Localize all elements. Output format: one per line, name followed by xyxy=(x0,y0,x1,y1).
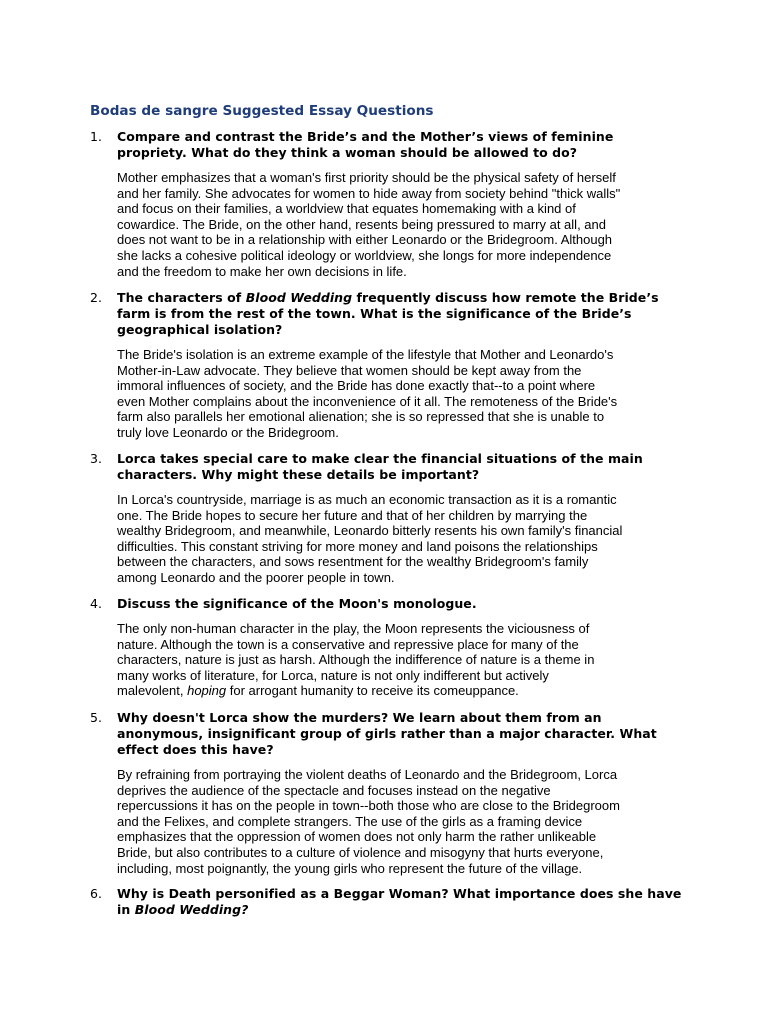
italic-text: hoping xyxy=(187,683,227,699)
text-run: among Leonardo and the poorer people in town. xyxy=(117,569,395,585)
text-run: The Bride's isolation is an extreme example of the lifestyle that Mother and Leonardo's xyxy=(117,347,614,362)
text-line xyxy=(117,248,687,264)
answer-text xyxy=(117,347,687,441)
text-run: nature. Although the town is a conservative and repressive place for many of the xyxy=(117,636,579,652)
text-line xyxy=(117,523,687,539)
question-number: 3. xyxy=(90,451,102,466)
text-line xyxy=(117,829,687,845)
text-line xyxy=(117,683,687,699)
text-run: Why is Death personified as a Beggar Woman? What importance does she have xyxy=(117,886,682,901)
text-run: in xyxy=(117,902,135,917)
text-run: Why doesn't Lorca show the murders? We learn about them from an xyxy=(117,710,602,725)
italic-text: Blood Wedding? xyxy=(134,902,249,917)
text-run: propriety. What do they think a woman should be allowed to do? xyxy=(117,145,578,160)
text-run: effect does this have? xyxy=(117,742,274,757)
answer-text xyxy=(117,170,687,279)
text-line xyxy=(117,290,687,306)
text-run: frequently discuss how remote the Bride’s xyxy=(352,290,659,305)
answer-text xyxy=(117,767,687,876)
text-run: emphasizes that the oppression of women does not only harm the rather unlikeable xyxy=(117,829,597,845)
question-text xyxy=(117,886,687,918)
text-run: she lacks a cohesive political ideology or worldview, she longs for more independence xyxy=(117,247,612,263)
question-number: 2. xyxy=(90,290,102,305)
text-line xyxy=(117,798,687,814)
text-line xyxy=(117,652,687,668)
text-run: immoral influences of society, and the Bride has done exactly that--to a point where xyxy=(117,378,596,394)
question-number: 6. xyxy=(90,886,102,901)
text-line xyxy=(117,347,687,363)
text-line xyxy=(117,637,687,653)
text-line xyxy=(117,861,687,877)
text-line xyxy=(117,451,687,467)
text-line xyxy=(117,129,687,145)
question-text xyxy=(117,451,687,483)
text-run: difficulties. This constant striving for more money and land poisons the relationships xyxy=(117,538,598,554)
text-line xyxy=(117,322,687,338)
text-line xyxy=(117,710,687,726)
text-run: for arrogant humanity to receive its comeuppance. xyxy=(226,683,519,699)
text-run: even Mother complains about the inconvenience of it all. The remoteness of the Bride's xyxy=(117,393,618,409)
italic-text: Blood Wedding xyxy=(245,290,353,305)
text-line xyxy=(117,232,687,248)
text-run: does not want to be in a relationship with either Leonardo or the Bridegroom. Although xyxy=(117,232,613,248)
text-line xyxy=(117,264,687,280)
question-text xyxy=(117,290,687,338)
text-run: one. The Bride hopes to secure her future and that of her children by marrying the xyxy=(117,507,588,523)
text-line xyxy=(117,363,687,379)
text-run: and the Felixes, and complete strangers. The use of the girls as a framing device xyxy=(117,813,583,829)
text-run: and the freedom to make her own decisions in life. xyxy=(117,263,407,279)
text-run: cowardice. The Bride, on the other hand, resents being pressured to marry at all, and xyxy=(117,216,606,232)
question-text xyxy=(117,596,687,612)
text-line xyxy=(117,814,687,830)
text-run: Bride, but also contributes to a culture of violence and misogyny that hurts everyone, xyxy=(117,844,604,860)
text-run: repercussions it has on the people in town--both those who are close to the Bridegroom xyxy=(117,798,620,814)
text-run: between the characters, and sows resentment for the wealthy Bridegroom's family xyxy=(117,554,589,570)
text-line xyxy=(117,378,687,394)
text-run: Discuss the significance of the Moon's monologue. xyxy=(117,596,477,611)
document-title: Bodas de sangre Suggested Essay Questions xyxy=(90,103,434,119)
text-line xyxy=(117,201,687,217)
question-text xyxy=(117,129,687,161)
text-run: Mother emphasizes that a woman's first priority should be the physical safety of herself xyxy=(117,170,616,185)
text-line xyxy=(117,767,687,783)
text-run: In Lorca's countryside, marriage is as much an economic transaction as it is a romantic xyxy=(117,492,617,507)
text-line xyxy=(117,306,687,322)
text-run: farm also parallels her emotional alienation; she is so repressed that she is unable to xyxy=(117,409,605,425)
text-run: many works of literature, for Lorca, nature is not only indifferent but actively xyxy=(117,667,549,683)
text-line xyxy=(117,902,687,918)
text-run: Mother-in-Law advocate. They believe that women should be kept away from the xyxy=(117,362,582,378)
text-line xyxy=(117,845,687,861)
text-run: and her family. She advocates for women to hide away from society behind "thick walls" xyxy=(117,185,621,201)
text-run: deprives the audience of the spectacle and focuses instead on the negative xyxy=(117,782,551,798)
text-line xyxy=(117,186,687,202)
text-run: and focus on their families, a worldview that equates homemaking with a kind of xyxy=(117,201,576,217)
question-number: 5. xyxy=(90,710,102,725)
text-run: Lorca takes special care to make clear the financial situations of the main xyxy=(117,451,643,466)
text-line xyxy=(117,425,687,441)
text-run: truly love Leonardo or the Bridegroom. xyxy=(117,424,339,440)
text-run: The only non-human character in the play, the Moon represents the viciousness of xyxy=(117,621,590,636)
text-run: including, most poignantly, the young girls who represent the future of the village. xyxy=(117,860,583,876)
text-run: By refraining from portraying the violent deaths of Leonardo and the Bridegroom, Lorca xyxy=(117,767,618,782)
text-line xyxy=(117,145,687,161)
text-line xyxy=(117,742,687,758)
text-line xyxy=(117,621,687,637)
text-line xyxy=(117,886,687,902)
text-run: farm is from the rest of the town. What is the significance of the Bride’s xyxy=(117,306,632,321)
text-line xyxy=(117,170,687,186)
text-line xyxy=(117,668,687,684)
text-run: Compare and contrast the Bride’s and the Mother’s views of feminine xyxy=(117,129,614,144)
text-run: characters. Why might these details be important? xyxy=(117,467,480,482)
text-line xyxy=(117,409,687,425)
text-line xyxy=(117,394,687,410)
text-line xyxy=(117,783,687,799)
text-run: The characters of xyxy=(117,290,246,305)
question-number: 4. xyxy=(90,596,102,611)
text-line xyxy=(117,554,687,570)
text-line xyxy=(117,217,687,233)
text-run: geographical isolation? xyxy=(117,322,283,337)
text-line xyxy=(117,467,687,483)
text-line xyxy=(117,570,687,586)
answer-text xyxy=(117,492,687,586)
text-line xyxy=(117,492,687,508)
question-number: 1. xyxy=(90,129,102,144)
text-run: wealthy Bridegroom, and meanwhile, Leonardo bitterly resents his own family's financial xyxy=(117,523,623,539)
text-run: malevolent, xyxy=(117,683,188,699)
text-line xyxy=(117,726,687,742)
question-text xyxy=(117,710,687,758)
text-line xyxy=(117,508,687,524)
text-line xyxy=(117,596,687,612)
text-run: anonymous, insignificant group of girls rather than a major character. What xyxy=(117,726,657,741)
text-line xyxy=(117,539,687,555)
answer-text xyxy=(117,621,687,699)
text-run: characters, nature is just as harsh. Although the indifference of nature is a theme in xyxy=(117,652,595,668)
